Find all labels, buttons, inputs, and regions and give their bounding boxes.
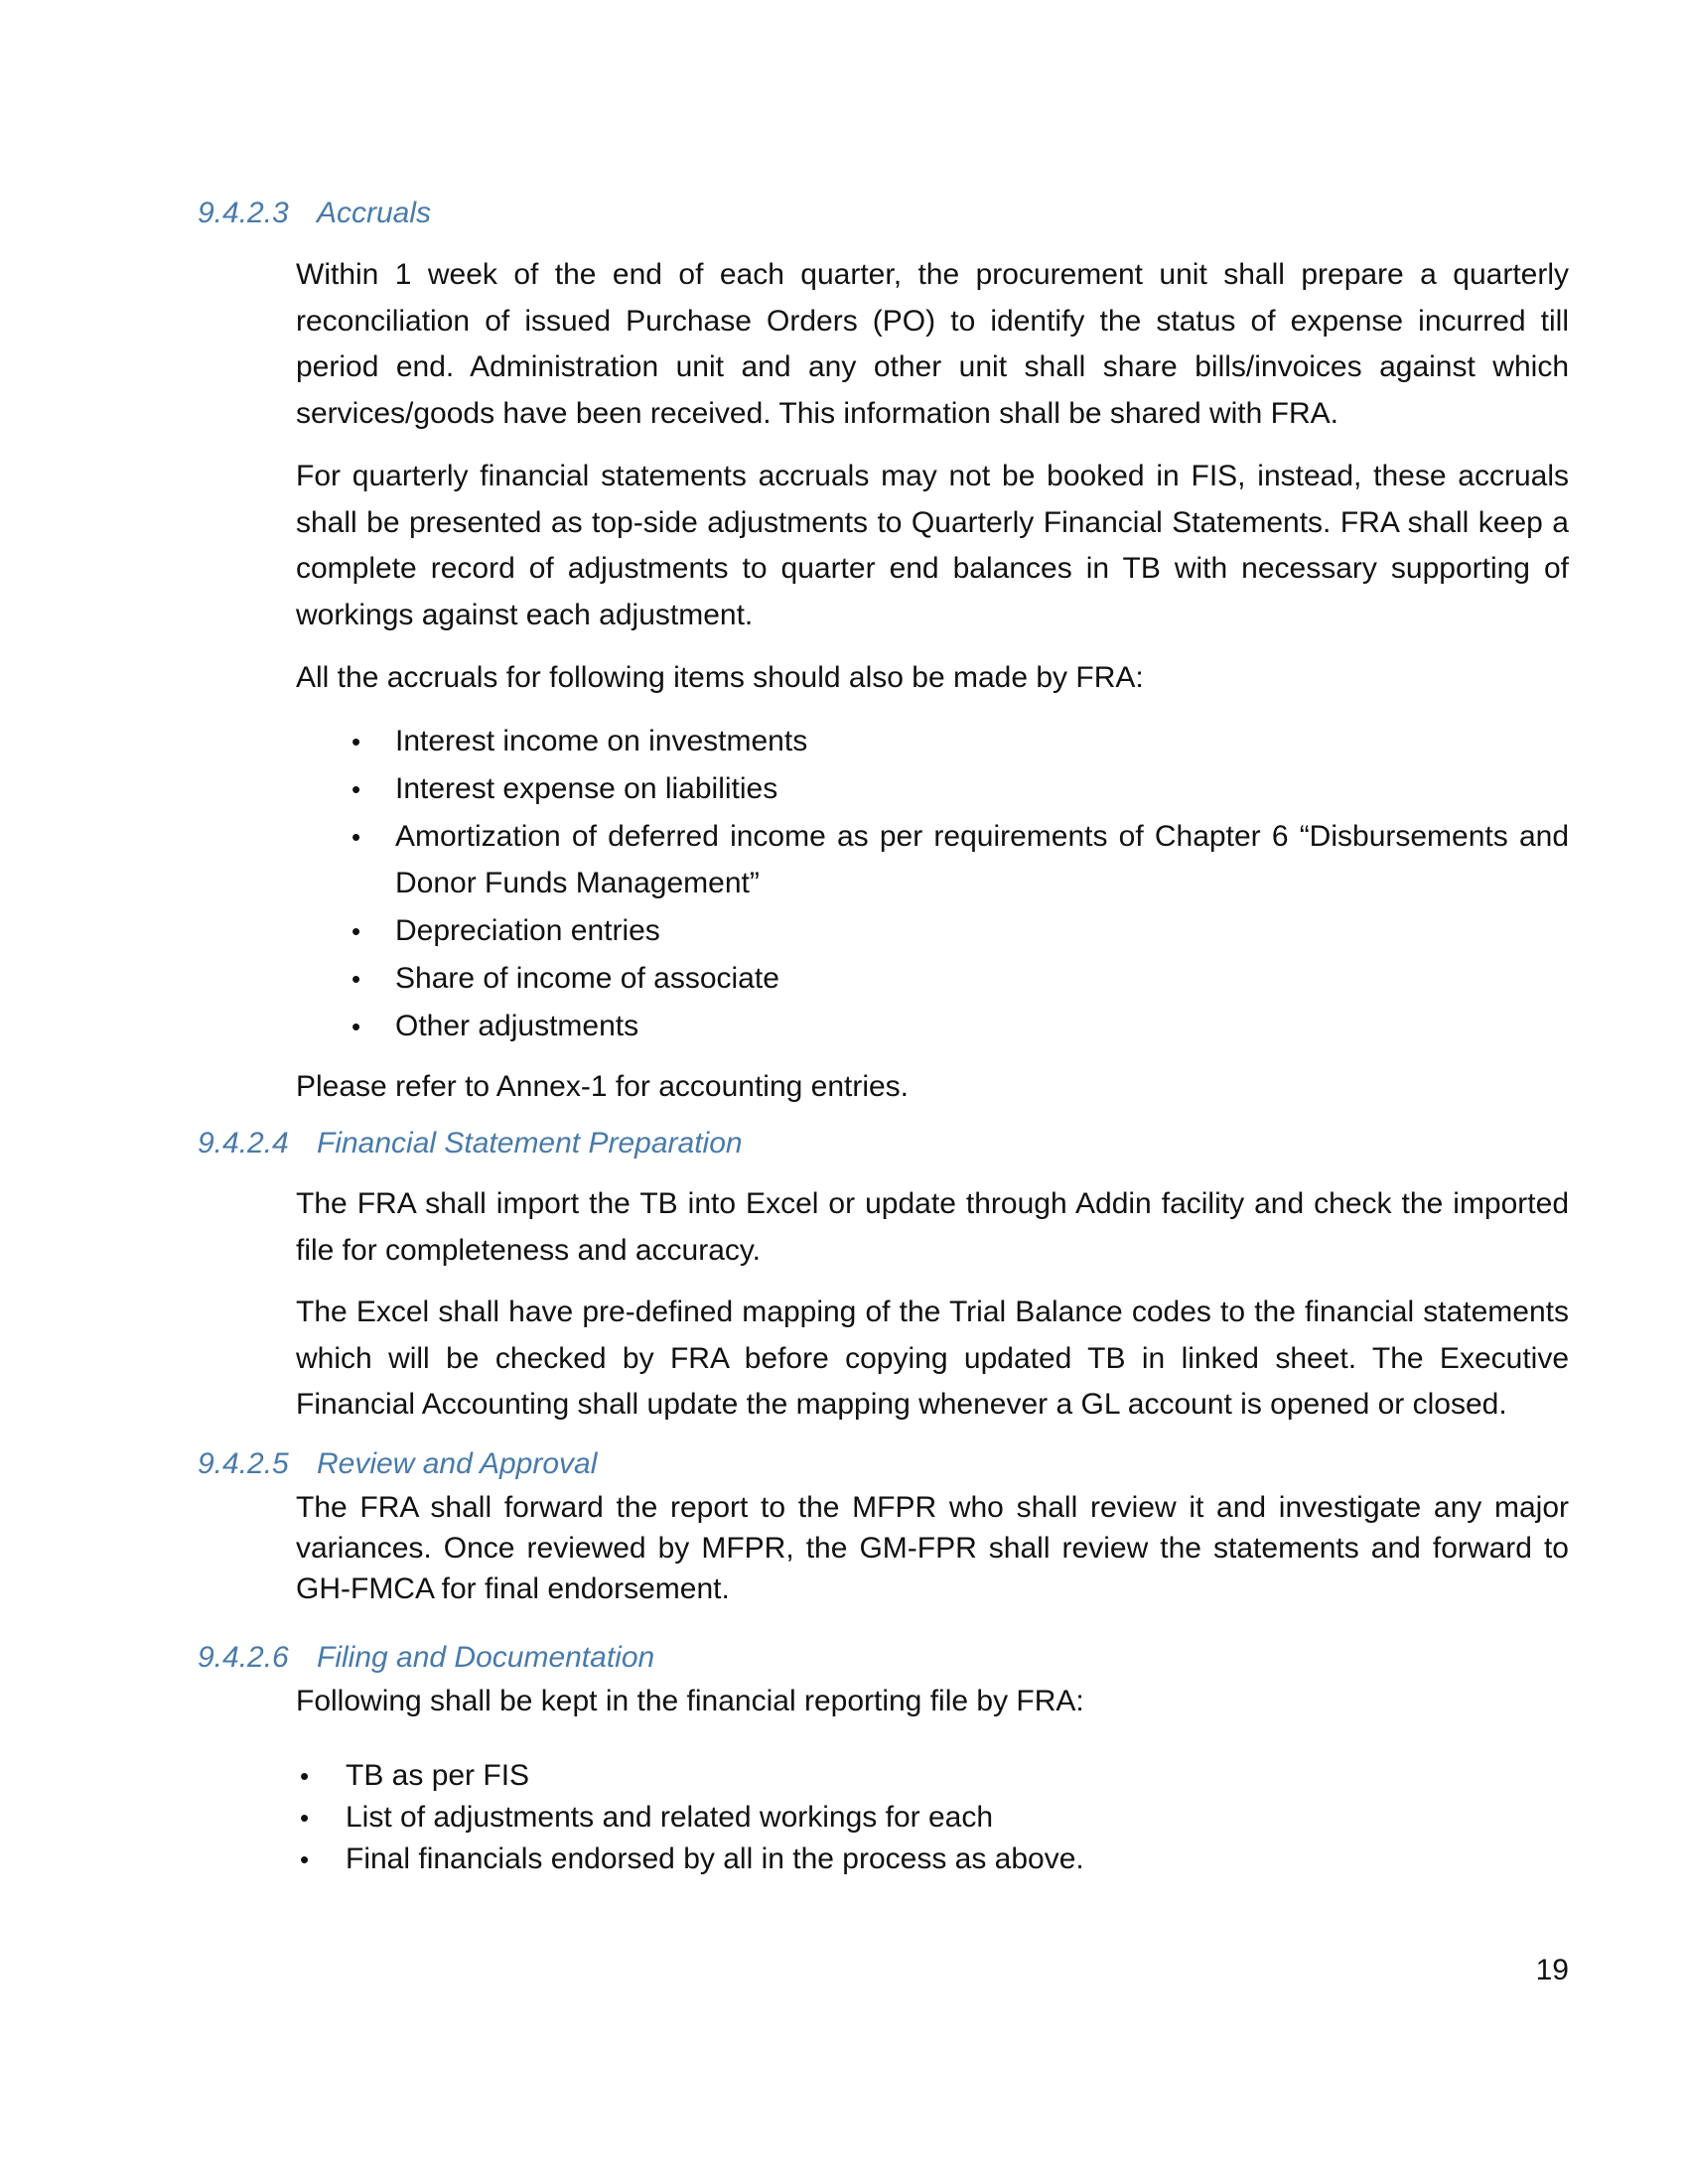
section-number: 9.4.2.3 [198, 197, 289, 229]
section-title: Filing and Documentation [317, 1641, 655, 1674]
list-item: • TB as per FIS [296, 1755, 1569, 1797]
bullet-icon: • [352, 774, 361, 804]
accruals-bullet-list [296, 719, 1569, 1051]
section-title: Accruals [317, 197, 432, 229]
review-paragraph-1: The FRA shall forward the report to the MFPR who shall review it and investigate any major variances. Once reviewed by MFPR, the GM-FPR shall review the statements and forward to GH-FMCA for final endorsement. [296, 1491, 1569, 1605]
section-number: 9.4.2.4 [198, 1127, 289, 1160]
bullet-icon: • [300, 1803, 310, 1833]
accruals-paragraph-4: Please refer to Annex-1 for accounting entries. [296, 1070, 910, 1103]
section-heading-accruals [198, 197, 431, 230]
fs-prep-paragraph-2: The Excel shall have pre-defined mapping of the Trial Balance codes to the financial statements which will be checked by FRA before copying updated TB in linked sheet. The Executive Financial Accounting shall update the mapping whenever a GL account is opened or closed. [296, 1296, 1569, 1421]
section-title: Review and Approval [317, 1447, 598, 1480]
section-number: 9.4.2.5 [198, 1447, 289, 1480]
list-item: • List of adjustments and related workings for each [296, 1797, 1569, 1839]
section-heading-review [198, 1447, 597, 1481]
accruals-paragraph-3: All the accruals for following items should also be made by FRA: [296, 661, 1144, 694]
list-item: • Depreciation entries [296, 908, 1569, 955]
list-item: • Interest income on investments [296, 719, 1569, 765]
page-number: 19 [1535, 1954, 1569, 1986]
list-item: • Final financials endorsed by all in the process as above. [296, 1839, 1569, 1880]
list-item: • Interest expense on liabilities [296, 766, 1569, 813]
section-heading-fs-prep [198, 1127, 743, 1160]
list-item: • Other adjustments [296, 1004, 1569, 1050]
accruals-paragraph-1: Within 1 week of the end of each quarter, the procurement unit shall prepare a quarterly reconciliation of issued Purchase Orders (PO) to identify the status of expense incurred till period end. Administration unit and any other unit shall share bills/invoices against which services/goods have been received. This information shall be shared with FRA. [296, 258, 1569, 430]
bullet-icon: • [300, 1761, 310, 1791]
list-item: • Share of income of associate [296, 956, 1569, 1003]
filing-bullet-list [296, 1755, 1569, 1880]
filing-paragraph-1: Following shall be kept in the financial reporting file by FRA: [296, 1685, 1084, 1717]
bullet-icon: • [352, 1011, 361, 1041]
section-heading-filing [198, 1641, 654, 1675]
accruals-paragraph-2: For quarterly financial statements accruals may not be booked in FIS, instead, these accruals shall be presented as top-side adjustments to Quarterly Financial Statements. FRA shall keep a complete record of adjustments to quarter end balances in TB with necessary supporting of workings against each adjustment. [296, 460, 1569, 631]
bullet-icon: • [300, 1844, 310, 1874]
bullet-icon: • [352, 822, 361, 852]
bullet-icon: • [352, 963, 361, 994]
bullet-icon: • [352, 727, 361, 756]
bullet-icon: • [352, 915, 361, 946]
list-item: • Amortization of deferred income as per requirements of Chapter 6 “Disbursements and Donor Funds Management” [296, 814, 1569, 906]
section-number: 9.4.2.6 [198, 1641, 289, 1674]
fs-prep-paragraph-1: The FRA shall import the TB into Excel or update through Addin facility and check the imported file for completeness and accuracy. [296, 1187, 1569, 1267]
section-title: Financial Statement Preparation [317, 1127, 743, 1160]
